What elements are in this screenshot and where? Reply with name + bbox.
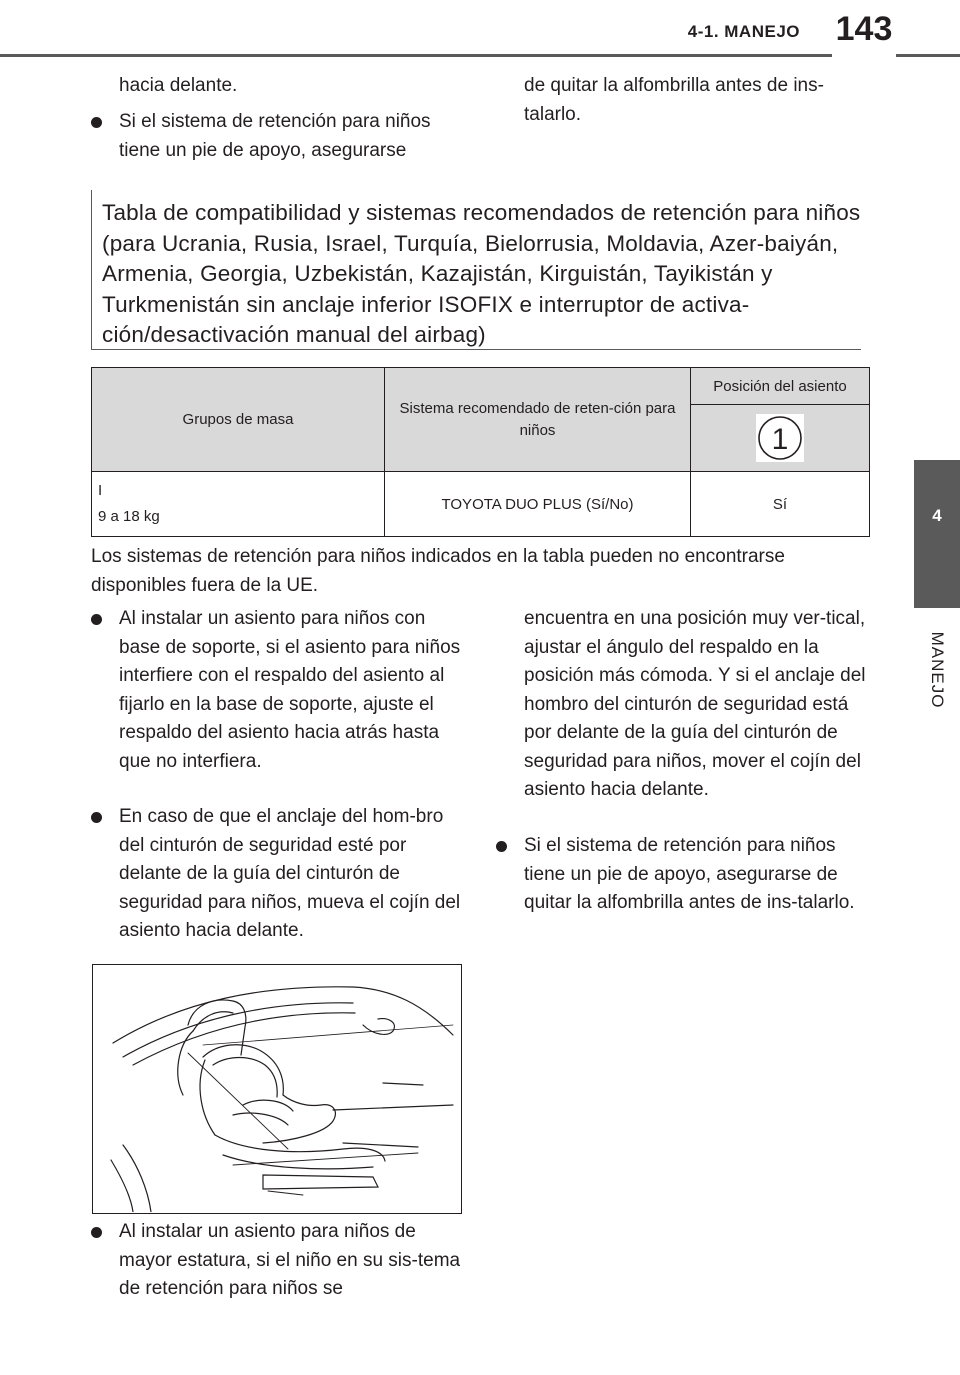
chapter-tab [914, 460, 960, 608]
bullet-text: Al instalar un asiento para niños con base de soporte, si el asiento para niños interfiere con el respaldo del asiento al fijarlo en la base de soporte, ajuste el respaldo del asiento hacia atrás hasta que no interfiera. [119, 608, 461, 772]
seat-number-icon [754, 412, 806, 464]
bullet-item [91, 803, 471, 946]
recommended-system-cell: TOYOTA DUO PLUS (Sí/No) [385, 472, 691, 537]
section-title: 4-1. MANEJO [687, 22, 800, 41]
bullet-item [91, 605, 471, 776]
bullet-dot [91, 812, 102, 823]
page-number: 143 [835, 10, 893, 48]
bullet-dot [91, 614, 102, 625]
table-heading-box [91, 190, 861, 350]
header-rule [0, 54, 960, 57]
child-seat-illustration [92, 964, 462, 1214]
top-left-continuation: hacia delante. [119, 75, 238, 96]
bullet-text: Si el sistema de retención para niños tiene un pie de apoyo, asegurarse [119, 111, 431, 161]
header-mass-group: Grupos de masa [92, 368, 385, 472]
right-continuation: encuentra en una posición muy ver-tical, ajustar el ángulo del respaldo en la posición más cómoda. Y si el anclaje del hombro del cinturón de seguridad está por delante de la guía del cinturón de seguridad para niños, mover el cojín del asiento hacia delante. [524, 608, 866, 800]
bullet-dot [496, 841, 507, 852]
bullet-dot [91, 1227, 102, 1238]
chapter-label-text: MANEJO [928, 631, 947, 709]
bullet-dot [91, 117, 102, 128]
car-seat-drawing [93, 965, 460, 1212]
mass-group-range: 9 a 18 kg [98, 508, 160, 525]
table-heading: Tabla de compatibilidad y sistemas recomendados de retención para niños (para Ucrania, Rusia, Israel, Turquía, Bielorrusia, Moldavia, Azer-baiyán, Armenia, Georgia, Uzbekistán, Kazajistán, Kirguistán, Tayikistán y Turkmenistán sin anclaje inferior ISOFIX e interruptor de activa-ción/desactivación manual del airbag) [102, 200, 861, 347]
compatibility-table [91, 367, 870, 537]
header-seat-position: Posición del asiento [691, 368, 870, 405]
bullet-text: Si el sistema de retención para niños tiene un pie de apoyo, asegurarse de quitar la alfombrilla antes de ins-talarlo. [524, 835, 855, 913]
seat-position-icon-cell [691, 405, 870, 472]
top-right-continuation: de quitar la alfombrilla antes de ins-talarlo. [524, 75, 824, 125]
seat-position-value: Sí [691, 472, 870, 537]
availability-note: Los sistemas de retención para niños indicados en la tabla pueden no encontrarse disponibles fuera de la UE. [91, 546, 785, 596]
seat-number: 1 [771, 423, 789, 456]
chapter-label [914, 615, 960, 725]
bullet-item [91, 1218, 471, 1304]
chapter-number: 4 [932, 506, 942, 525]
bullet-text: Al instalar un asiento para niños de mayor estatura, si el niño en su sis-tema de retención para niños se [119, 1221, 461, 1299]
bullet-text: En caso de que el anclaje del hom-bro del cinturón de seguridad esté por delante de la guía del cinturón de seguridad para niños, mueva el cojín del asiento hacia delante. [119, 806, 461, 941]
mass-group-label: I [98, 482, 103, 499]
mass-group-cell [92, 472, 385, 537]
header-recommended-system: Sistema recomendado de reten-ción para niños [385, 368, 691, 472]
top-left-bullet [91, 108, 471, 165]
bullet-item [496, 832, 866, 918]
